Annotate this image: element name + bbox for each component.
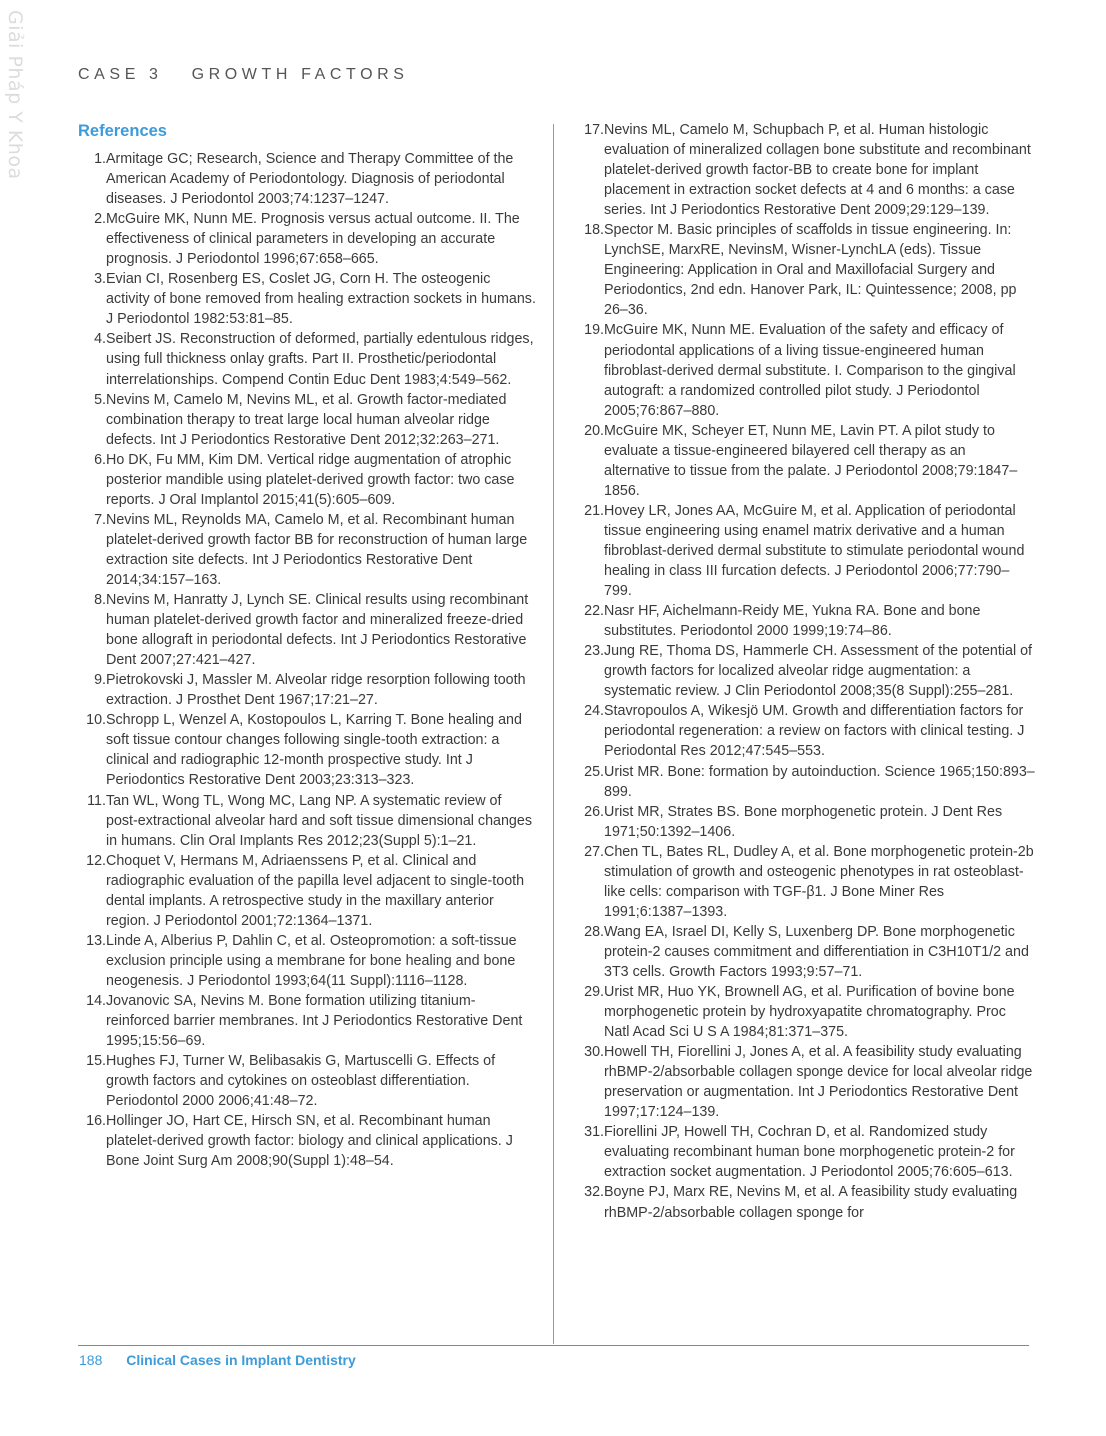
reference-text: Hovey LR, Jones AA, McGuire M, et al. Application of periodontal tissue engineering using enamel matrix derivative and a human fibroblast-derived dermal substitute to stimulate periodontal wound healing in class III furcation defects. J Periodontol 2006;77:790–799.: [604, 502, 1025, 600]
reference-number: 18.: [584, 222, 604, 239]
reference-item: [575, 1122, 1035, 1182]
reference-item: [575, 802, 1035, 842]
reference-text: Nevins M, Camelo M, Nevins ML, et al. Growth factor-mediated combination therapy to treat large local human alveolar ridge defects. Int J Periodontics Restorative Dent 2012;32:263–271.: [106, 391, 507, 448]
reference-text: Choquet V, Hermans M, Adriaenssens P, et al. Clinical and radiographic evaluation of the papilla level adjacent to single-tooth dental implants. A retrospective study in the maxillary anterior region. J Periodontol 2001;72:1364–1371.: [106, 852, 525, 929]
reference-item: [575, 922, 1035, 982]
reference-text: Hughes FJ, Turner W, Belibasakis G, Martuscelli G. Effects of growth factors and cytokines on osteoblast differentiation. Periodontol 2000 2006;41:48–72.: [106, 1053, 496, 1110]
reference-text: Wang EA, Israel DI, Kelly S, Luxenberg DP. Bone morphogenetic protein-2 causes commitment and differentiation in C3H10T1/2 and 3T3 cells. Growth Factors 1993;9:57–71.: [604, 923, 1029, 980]
reference-number: 15.: [86, 1053, 106, 1070]
reference-number: 8.: [94, 592, 106, 609]
reference-number: 17.: [584, 122, 604, 138]
reference-item: [78, 329, 536, 389]
reference-number: 6.: [94, 451, 106, 468]
reference-text: Hollinger JO, Hart CE, Hirsch SN, et al. Recombinant human platelet-derived growth factor: biology and clinical applications. J Bone Joint Surg Am 2008;90(Suppl 1):48–54.: [106, 1113, 513, 1170]
reference-number: 27.: [584, 843, 604, 860]
reference-number: 16.: [86, 1113, 106, 1130]
reference-number: 29.: [584, 984, 604, 1001]
page-footer: [79, 1352, 356, 1368]
reference-number: 1.: [94, 151, 106, 167]
reference-item: [78, 510, 536, 590]
reference-text: Howell TH, Fiorellini J, Jones A, et al. A feasibility study evaluating rhBMP-2/absorbable collagen sponge device for local alveolar ridge preservation or augmentation. Int J Periodontics Restorative Dent 1997;17:124–139.: [604, 1044, 1033, 1121]
reference-item: [78, 269, 536, 329]
reference-item: [575, 1182, 1035, 1222]
watermark: Giải Pháp Y Khoa: [4, 10, 26, 180]
chapter-title: GROWTH FACTORS: [191, 66, 409, 83]
reference-text: Nasr HF, Aichelmann-Reidy ME, Yukna RA. Bone and bone substitutes. Periodontol 2000 1999;19:74–86.: [604, 603, 981, 640]
reference-text: Seibert JS. Reconstruction of deformed, partially edentulous ridges, using full thickness onlay grafts. Part II. Prosthetic/periodontal interrelationships. Compend Contin Educ Dent 1983;4:549–562.: [106, 331, 534, 388]
reference-text: Fiorellini JP, Howell TH, Cochran D, et al. Randomized study evaluating recombinant human bone morphogenetic protein-2 for extraction socket augmentation. J Periodontol 2005;76:605–613.: [604, 1124, 1015, 1181]
reference-number: 14.: [86, 992, 106, 1009]
book-title: Clinical Cases in Implant Dentistry: [126, 1352, 356, 1368]
reference-text: Jovanovic SA, Nevins M. Bone formation utilizing titanium-reinforced barrier membranes. Int J Periodontics Restorative Dent 1995;15:56–69.: [106, 992, 523, 1050]
reference-item: [575, 220, 1035, 320]
reference-text: McGuire MK, Nunn ME. Evaluation of the safety and efficacy of periodontal applications of a living tissue-engineered human fibroblast-derived dermal substitute. I. Comparison to the gingival autograft: a randomized controlled pilot study. J Periodontol 2005;76:867–880.: [604, 322, 1016, 419]
reference-number: 20.: [584, 422, 604, 439]
reference-list-right: [575, 120, 1035, 1223]
reference-item: [575, 842, 1035, 922]
reference-number: 30.: [584, 1044, 604, 1061]
reference-text: Pietrokovski J, Massler M. Alveolar ridge resorption following tooth extraction. J Prosthet Dent 1967;17:21–27.: [106, 672, 526, 709]
reference-item: [575, 601, 1035, 641]
reference-item: [78, 710, 536, 790]
reference-item: [78, 670, 536, 710]
reference-item: [78, 390, 536, 450]
reference-item: [575, 120, 1035, 220]
reference-list-left: [78, 149, 536, 1171]
reference-text: Stavropoulos A, Wikesjö UM. Growth and differentiation factors for periodontal regeneration: a review on factors with clinical testing. J Periodontal Res 2012;47:545–553.: [604, 703, 1025, 760]
reference-text: Jung RE, Thoma DS, Hammerle CH. Assessment of the potential of growth factors for localized alveolar ridge augmentation: a systematic review. J Clin Periodontol 2008;35(8 Suppl):255–281.: [604, 643, 1033, 700]
reference-text: Nevins ML, Camelo M, Schupbach P, et al. Human histologic evaluation of mineralized collagen bone substitute and recombinant platelet-derived growth factor-BB to create bone for implant placement in extraction socket defects at 4 and 6 months: a case series. Int J Periodontics Restorative Dent 2009;29:129–139.: [604, 122, 1031, 219]
reference-text: McGuire MK, Scheyer ET, Nunn ME, Lavin PT. A pilot study to evaluate a tissue-engineered bilayered cell therapy as an alternative to tissue from the palate. J Periodontol 2008;79:1847–1856.: [604, 422, 1018, 499]
reference-item: [78, 991, 536, 1051]
reference-text: Boyne PJ, Marx RE, Nevins M, et al. A feasibility study evaluating rhBMP-2/absorbable collagen sponge for: [604, 1184, 1018, 1221]
case-number: CASE 3: [78, 66, 163, 83]
left-column: [78, 120, 536, 1171]
reference-item: [78, 450, 536, 510]
page-number: 188: [79, 1352, 103, 1368]
reference-number: 2.: [94, 211, 106, 228]
reference-number: 9.: [94, 672, 106, 689]
reference-text: Nevins ML, Reynolds MA, Camelo M, et al. Recombinant human platelet-derived growth factor BB for reconstruction of human large extraction site defects. Int J Periodontics Restorative Dent 2014;34:157–163.: [106, 511, 528, 588]
reference-text: Chen TL, Bates RL, Dudley A, et al. Bone morphogenetic protein-2b stimulation of growth and osteogenic phenotypes in rat osteoblast-like cells: comparison with TGF-β1. J Bone Miner Res 1991;6:1387–1393.: [604, 843, 1034, 920]
reference-number: 19.: [584, 322, 604, 339]
reference-number: 3.: [94, 271, 106, 288]
reference-text: Urist MR, Huo YK, Brownell AG, et al. Purification of bovine bone morphogenetic protein by hydroxyapatite chromatography. Proc Natl Acad Sci U S A 1984;81:371–375.: [604, 984, 1015, 1041]
reference-text: Ho DK, Fu MM, Kim DM. Vertical ridge augmentation of atrophic posterior mandible using platelet-derived growth factor: two case reports. J Oral Implantol 2015;41(5):605–609.: [106, 451, 515, 508]
reference-text: Linde A, Alberius P, Dahlin C, et al. Osteopromotion: a soft-tissue exclusion principle using a membrane for bone healing and bone neogenesis. J Periodontol 1993;64(11 Suppl):1116–1128.: [106, 932, 517, 989]
reference-number: 12.: [86, 852, 106, 869]
reference-text: Armitage GC; Research, Science and Therapy Committee of the American Academy of Periodontology. Diagnosis of periodontal diseases. J Periodontol 2003;74:1237–1247.: [106, 151, 514, 208]
right-column: [575, 120, 1035, 1223]
reference-number: 24.: [584, 703, 604, 720]
reference-item: [575, 641, 1035, 701]
reference-text: Evian CI, Rosenberg ES, Coslet JG, Corn H. The osteogenic activity of bone removed from healing extraction sockets in humans. J Periodontol 1982:53:81–85.: [106, 271, 536, 328]
reference-text: Tan WL, Wong TL, Wong MC, Lang NP. A systematic review of post-extractional alveolar hard and soft tissue dimensional changes in humans. Clin Oral Implants Res 2012;23(Suppl 5):1–21.: [106, 792, 532, 849]
reference-text: Nevins M, Hanratty J, Lynch SE. Clinical results using recombinant human platelet-derived growth factor and mineralized freeze-dried bone allograft in periodontal defects. Int J Periodontics Restorative Dent 2007;27:421–427.: [106, 592, 529, 669]
reference-text: Urist MR. Bone: formation by autoinduction. Science 1965;150:893–899.: [604, 763, 1035, 800]
running-header: [78, 66, 409, 84]
reference-item: [78, 791, 536, 851]
reference-item: [78, 149, 536, 209]
reference-number: 11.: [87, 792, 106, 809]
reference-text: Urist MR, Strates BS. Bone morphogenetic protein. J Dent Res 1971;50:1392–1406.: [604, 803, 1003, 840]
reference-item: [78, 590, 536, 670]
reference-item: [575, 1042, 1035, 1122]
reference-item: [78, 931, 536, 991]
reference-number: 31.: [584, 1124, 604, 1141]
reference-item: [78, 1111, 536, 1171]
reference-number: 7.: [94, 511, 106, 528]
reference-item: [575, 501, 1035, 601]
reference-item: [575, 701, 1035, 761]
reference-number: 13.: [86, 932, 106, 949]
reference-item: [575, 421, 1035, 501]
column-divider: [553, 124, 554, 1344]
reference-item: [575, 982, 1035, 1042]
reference-item: [575, 762, 1035, 802]
reference-item: [78, 851, 536, 931]
reference-number: 10.: [86, 712, 106, 729]
references-heading: References: [78, 122, 167, 140]
reference-number: 5.: [94, 391, 106, 408]
reference-number: 21.: [584, 502, 604, 519]
reference-number: 26.: [584, 803, 604, 820]
reference-number: 28.: [584, 923, 604, 940]
footer-rule: [78, 1345, 1029, 1346]
reference-item: [78, 1051, 536, 1111]
reference-number: 32.: [584, 1184, 604, 1201]
reference-text: Spector M. Basic principles of scaffolds in tissue engineering. In: LynchSE, MarxRE, NevinsM, Wisner-LynchLA (eds). Tissue Engineering: Application in Oral and Maxillofacial Surgery and Periodontics, 2nd edn. Hanover Park, IL: Quintessence; 2008, pp 26–36.: [604, 222, 1017, 319]
reference-number: 4.: [94, 331, 106, 348]
reference-item: [78, 209, 536, 269]
reference-text: Schropp L, Wenzel A, Kostopoulos L, Karring T. Bone healing and soft tissue contour changes following single-tooth extraction: a clinical and radiographic 12-month prospective study. Int J Periodontics Restorative Dent 2003;23:313–323.: [106, 712, 522, 789]
reference-item: [575, 320, 1035, 420]
reference-number: 23.: [584, 643, 604, 660]
reference-number: 25.: [584, 763, 604, 780]
reference-number: 22.: [584, 603, 604, 620]
reference-text: McGuire MK, Nunn ME. Prognosis versus actual outcome. II. The effectiveness of clinical parameters in developing an accurate prognosis. J Periodontol 1996;67:658–665.: [106, 211, 520, 268]
